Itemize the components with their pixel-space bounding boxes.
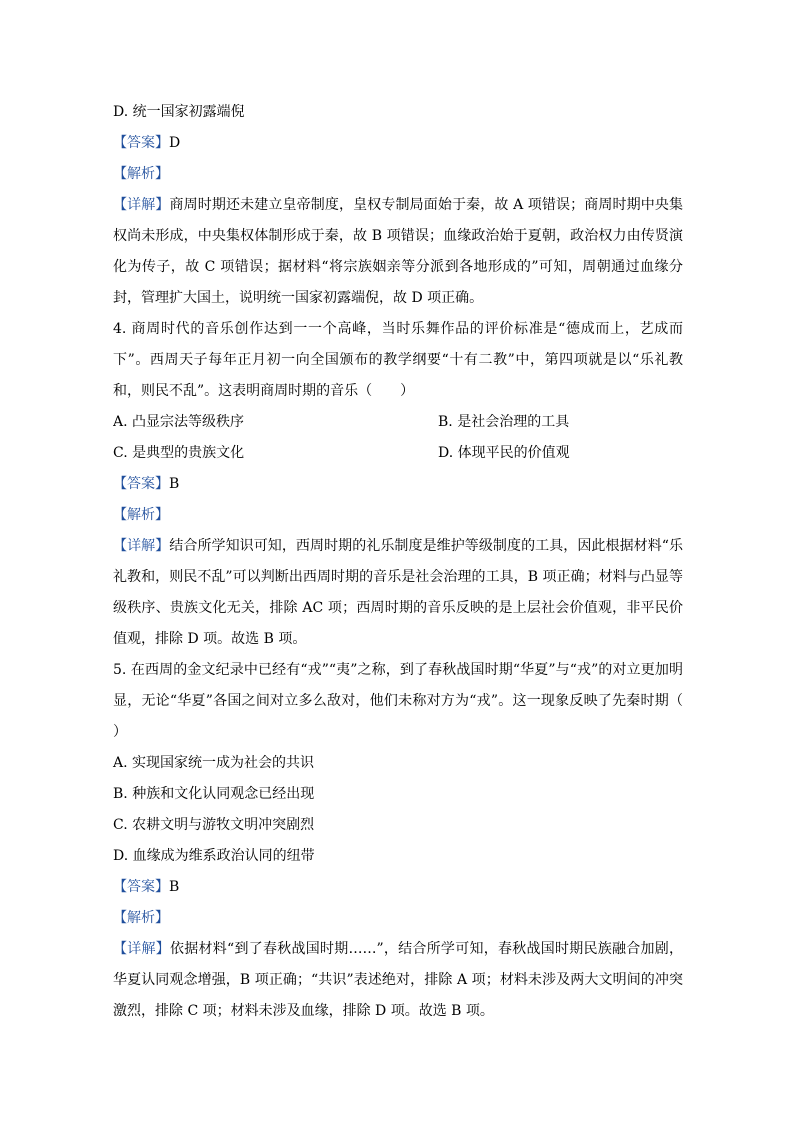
- detail-tag: 【详解】: [113, 941, 171, 957]
- q3-answer: [113, 128, 683, 159]
- q4-stem: 4. 商周时代的音乐创作达到一一个高峰，当时乐舞作品的评价标准是“德成而上，艺成而下”。西周天子每年正月初一向全国颁布的教学纲要“十有二教”中，第四项就是以“乐礼教和，则民不乱”。这表明商周时期的音乐（ ）: [113, 321, 683, 399]
- q4-options: [113, 407, 683, 469]
- answer-tag: 【答案】: [113, 879, 169, 895]
- q4-detail: [113, 531, 683, 655]
- answer-value: D: [169, 135, 181, 151]
- document-page: [113, 97, 711, 1027]
- q4-option-c: C. 是典型的贵族文化: [113, 445, 245, 461]
- q3-option-d: D. 统一国家初露端倪: [113, 104, 245, 120]
- q5-stem: 5. 在西周的金文纪录中已经有“戎”“夷”之称，到了春秋战国时期“华夏”与“戎”的对立更加明显，无论“华夏”各国之间对立多么敌对，他们未称对方为“戎”。这一现象反映了先秦时期（ ）: [113, 662, 711, 740]
- answer-tag: 【答案】: [113, 135, 169, 151]
- q5-detail: [113, 934, 683, 1027]
- q5-option-d: D. 血缘成为维系政治认同的纽带: [113, 848, 315, 864]
- answer-value: B: [169, 476, 180, 492]
- q5-option-c: C. 农耕文明与游牧文明冲突剧烈: [113, 817, 315, 833]
- q4-analysis-heading: [113, 500, 683, 531]
- q5-analysis-heading: [113, 903, 683, 934]
- answer-value: B: [169, 879, 180, 895]
- analysis-tag: 【解析】: [113, 166, 169, 182]
- answer-tag: 【答案】: [113, 476, 169, 492]
- detail-text: 商周时期还未建立皇帝制度，皇权专制局面始于秦，故 A 项错误；商周时期中央集权尚未形成，中央集权体制形成于秦，故 B 项错误；血缘政治始于夏朝，政治权力由传贤演化为传子，故 C 项错误；据材料“将宗族姻亲等分派到各地形成的”可知，周朝通过血缘分封，管理扩大国土，说明统一国家初露端倪，故 D 项正确。: [113, 197, 683, 306]
- q5-answer: [113, 872, 683, 903]
- q3-detail: [113, 190, 683, 314]
- q4-option-d: D. 体现平民的价值观: [438, 445, 570, 461]
- analysis-tag: 【解析】: [113, 507, 169, 523]
- q5-option-b: B. 种族和文化认同观念已经出现: [113, 786, 315, 802]
- detail-text: 结合所学知识可知，西周时期的礼乐制度是维护等级制度的工具，因此根据材料“乐礼教和，则民不乱”可以判断出西周时期的音乐是社会治理的工具，B 项正确；材料与凸显等级秩序、贵族文化无关，排除 AC 项；西周时期的音乐反映的是上层社会价值观，非平民价值观，排除 D 项。故选 B 项。: [113, 538, 684, 647]
- detail-text: 依据材料“到了春秋战国时期……”，结合所学可知，春秋战国时期民族融合加剧，华夏认同观念增强，B 项正确；“共识”表述绝对，排除 A 项；材料未涉及两大文明间的冲突激烈，排除 C 项；材料未涉及血缘，排除 D 项。故选 B 项。: [113, 941, 684, 1019]
- q4-answer: [113, 469, 683, 500]
- analysis-tag: 【解析】: [113, 910, 169, 926]
- q4-option-b: B. 是社会治理的工具: [438, 414, 570, 430]
- q3-analysis-heading: [113, 159, 683, 190]
- q5-option-a: A. 实现国家统一成为社会的共识: [113, 755, 315, 771]
- detail-tag: 【详解】: [113, 197, 170, 213]
- detail-tag: 【详解】: [113, 538, 170, 554]
- q4-option-a: A. 凸显宗法等级秩序: [113, 414, 245, 430]
